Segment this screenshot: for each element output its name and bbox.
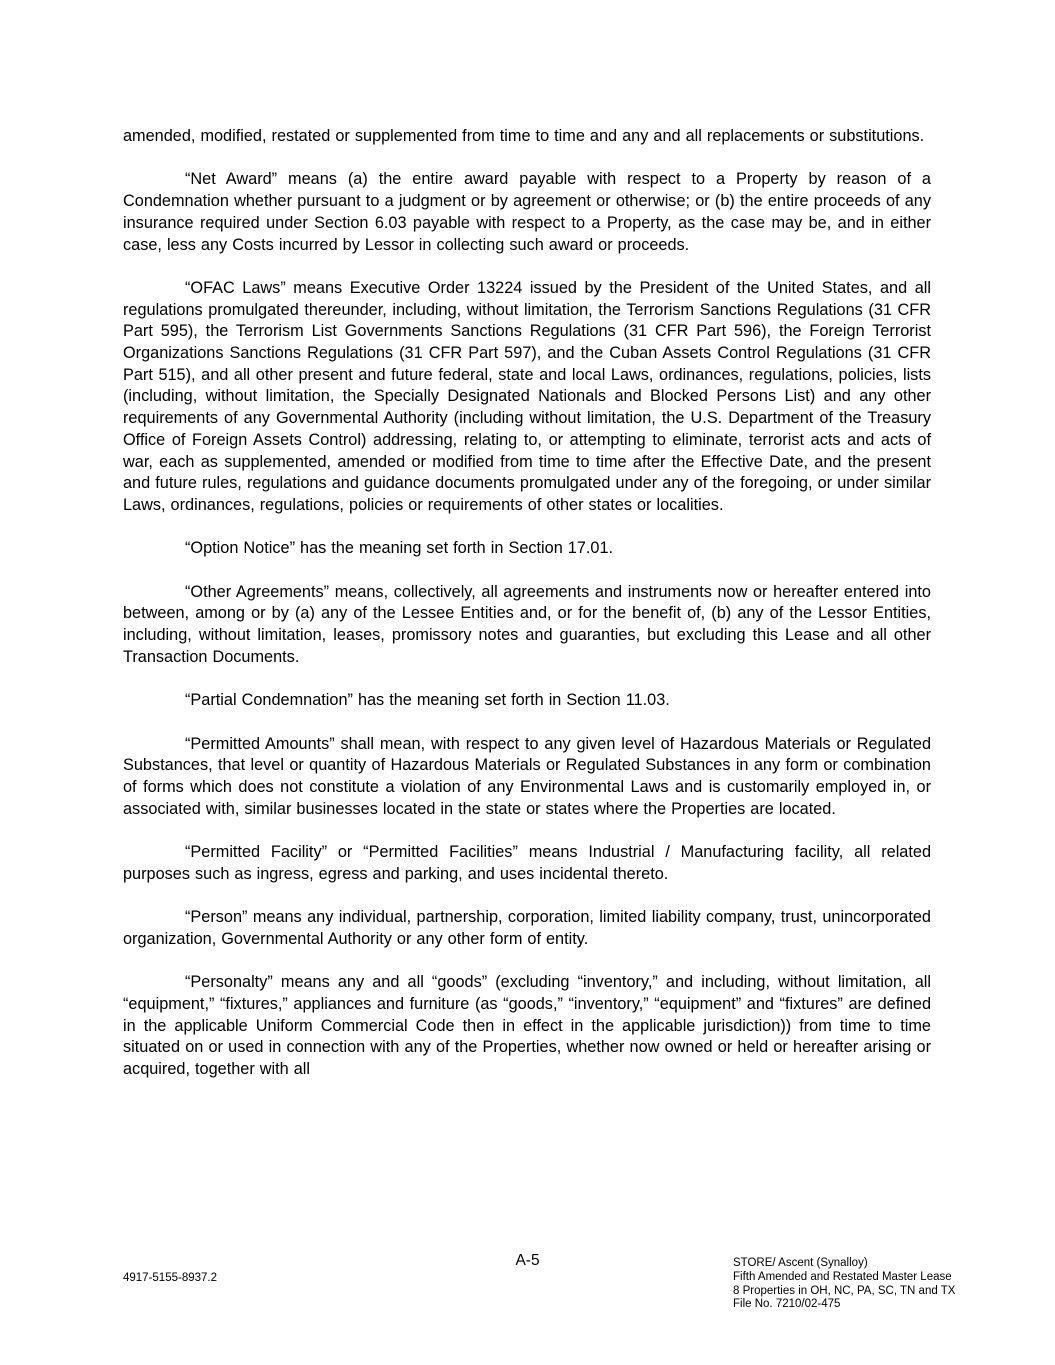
page-number: A-5 [515, 1252, 540, 1269]
paragraph-net-award: “Net Award” means (a) the entire award payable with respect to a Property by reason of a Condemnation whether pursuant to a judgment or by agreement or otherwise; or (b) the entire proceeds of any insurance required under Section 6.03 payable with respect to a Property, as the case may be, and in either case, less any Costs incurred by Lessor in collecting such award or proceeds. [123, 170, 931, 254]
footer-reference-line: File No. 7210/02-475 [733, 1298, 841, 1311]
paragraph-permitted-facility: “Permitted Facility” or “Permitted Facilities” means Industrial / Manufacturing facility, all related purposes such as ingress, egress and parking, and uses incidental thereto. [123, 843, 931, 883]
paragraph-other-agreements: “Other Agreements” means, collectively, all agreements and instruments now or hereafter entered into between, among or by (a) any of the Lessee Entities and, or for the benefit of, (b) any of the Lessor Entities, including, without limitation, leases, promissory notes and guaranties, but excluding this Lease and all other Transaction Documents. [123, 582, 931, 666]
footer-reference-block [733, 1257, 955, 1312]
paragraph-person: “Person” means any individual, partnership, corporation, limited liability company, trust, unincorporated organization, Governmental Authority or any other form of entity. [123, 908, 931, 948]
footer-reference-line: 8 Properties in OH, NC, PA, SC, TN and TX [733, 1284, 956, 1297]
document-body [123, 126, 931, 1081]
paragraph-option-notice: “Option Notice” has the meaning set forth in Section 17.01. [185, 539, 614, 558]
paragraph-permitted-amounts: “Permitted Amounts” shall mean, with respect to any given level of Hazardous Materials or Regulated Substances, that level or quantity of Hazardous Materials or Regulated Substances in any form or combination of forms which does not constitute a violation of any Environmental Laws and is customarily employed in, or associated with, similar businesses located in the state or states where the Properties are located. [123, 734, 931, 818]
paragraph-continuation: amended, modified, restated or supplemented from time to time and any and all replacements or substitutions. [123, 127, 925, 145]
footer-reference-line: Fifth Amended and Restated Master Lease [733, 1270, 952, 1283]
paragraph-personalty: “Personalty” means any and all “goods” (excluding “inventory,” and including, without limitation, all “equipment,” “fixtures,” appliances and furniture (as “goods,” “inventory,” “equipment” and “fixtures” are defined in the applicable Uniform Commercial Code then in effect in the applicable jurisdiction)) from time to time situated on or used in connection with any of the Properties, whether now owned or held or hereafter arising or acquired, together with all [123, 973, 931, 1079]
paragraph-partial-condemnation: “Partial Condemnation” has the meaning set forth in Section 11.03. [185, 691, 670, 710]
document-id: 4917-5155-8937.2 [123, 1272, 217, 1284]
footer-reference-line: STORE/ Ascent (Synalloy) [733, 1257, 868, 1269]
paragraph-ofac-laws: “OFAC Laws” means Executive Order 13224 issued by the President of the United States, and all regulations promulgated thereunder, including, without limitation, the Terrorism Sanctions Regulations (31 CFR Part 595), the Terrorism List Governments Sanctions Regulations (31 CFR Part 596), the Foreign Terrorist Organizations Sanctions Regulations (31 CFR Part 597), and the Cuban Assets Control Regulations (31 CFR Part 515), and all other present and future federal, state and local Laws, ordinances, regulations, policies, lists (including, without limitation, the Specially Designated Nationals and Blocked Persons List) and any other requirements of any Governmental Authority (including without limitation, the U.S. Department of the Treasury Office of Foreign Assets Control) addressing, relating to, or attempting to eliminate, terrorist acts and acts of war, each as supplemented, amended or modified from time to time after the Effective Date, and the present and future rules, regulations and guidance documents promulgated under any of the foregoing, or under similar Laws, ordinances, regulations, policies or requirements of other states or localities. [123, 278, 931, 514]
